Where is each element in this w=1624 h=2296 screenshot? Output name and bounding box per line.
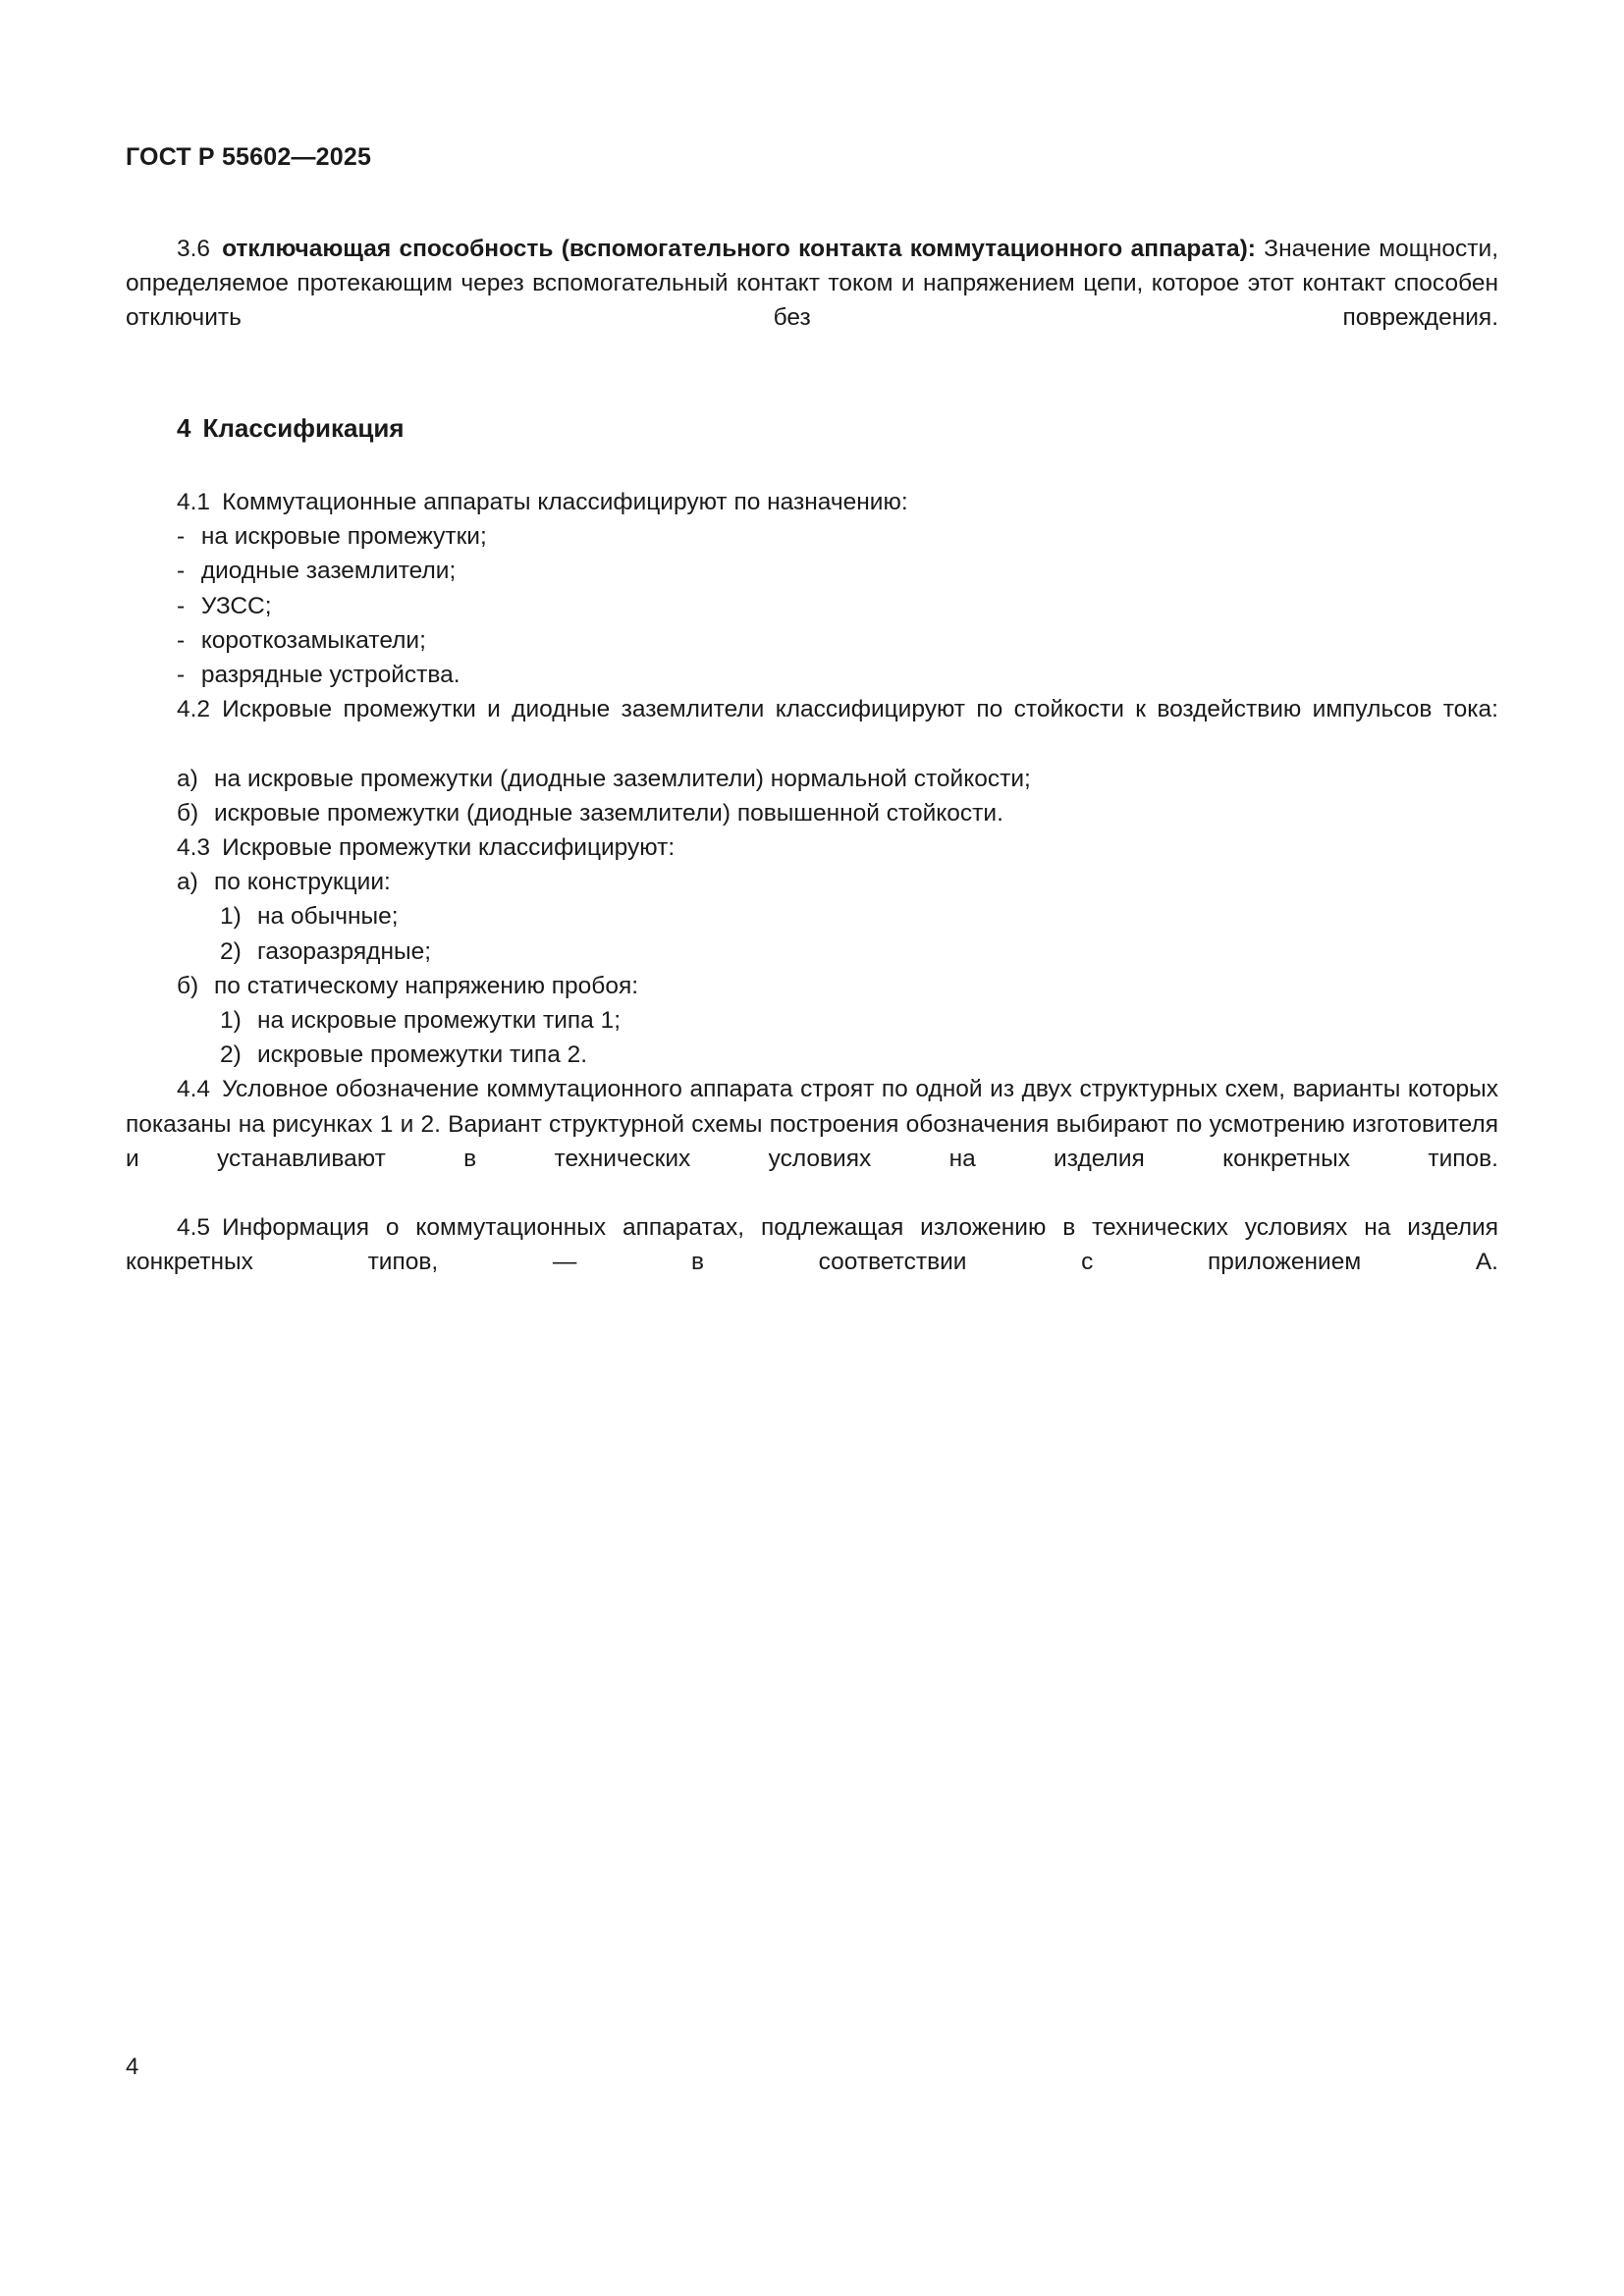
clause-4-4-text: Условное обозначение коммутационного аппарата строят по одной из двух структурных схем, варианты которых показаны на рисунках 1 и 2. Вариант структурной схемы построения обозначения выбирают по усмотрению изготовителя и устанавливают в технических условиях на изделия конкретных типов. <box>126 1076 1498 1172</box>
clause-4-2-number: 4.2 <box>177 696 211 723</box>
list-marker: 2) <box>220 1041 242 1069</box>
clause-4-2 <box>126 692 1498 761</box>
list-subitem <box>126 1038 1498 1072</box>
list-item-text: УЗСС; <box>200 592 272 619</box>
list-item-text: разрядные устройства. <box>200 662 460 689</box>
clause-4-3 <box>126 830 1498 865</box>
list-group-text: по конструкции: <box>214 869 391 896</box>
clause-4-2-text: Искровые промежутки и диодные заземлители классифицируют по стойкости к воздействию импульсов тока: <box>222 696 1498 723</box>
list-group-header <box>126 969 1498 1003</box>
list-item-text: диодные заземлители; <box>200 558 457 585</box>
list-subitem <box>126 934 1498 969</box>
list-marker: б) <box>177 799 199 827</box>
list-subitem-text: искровые промежутки типа 2. <box>257 1041 588 1069</box>
list-item-text: на искровые промежутки (диодные заземлители) нормальной стойкости; <box>214 765 1031 792</box>
clause-4-4 <box>126 1072 1498 1210</box>
clause-4-1-number: 4.1 <box>177 489 211 516</box>
list-item-text: на искровые промежутки; <box>200 523 487 551</box>
section-4-title: Классификация <box>202 412 405 443</box>
list-marker: а) <box>177 765 198 792</box>
list-marker: 1) <box>220 903 242 931</box>
list-subitem <box>126 1003 1498 1038</box>
list-marker: - <box>177 558 186 585</box>
clause-4-3-number: 4.3 <box>177 834 211 862</box>
list-group-header <box>126 865 1498 899</box>
list-item <box>126 589 1498 623</box>
list-item <box>126 796 1498 830</box>
page-content <box>126 232 1498 1314</box>
clause-4-5-text: Информация о коммутационных аппаратах, подлежащая изложению в технических условиях на изделия конкретных типов, — в соответствии с приложением А. <box>126 1214 1498 1276</box>
list-item <box>126 658 1498 692</box>
clause-4-1 <box>126 485 1498 519</box>
spacer <box>126 370 1498 411</box>
clause-4-5-number: 4.5 <box>177 1214 211 1242</box>
clause-4-1-text: Коммутационные аппараты классифицируют по назначению: <box>222 489 908 516</box>
list-item-text: короткозамыкатели; <box>200 626 426 654</box>
clause-3-6 <box>126 232 1498 370</box>
list-item <box>126 554 1498 588</box>
list-item <box>126 519 1498 554</box>
list-marker: - <box>177 662 186 689</box>
list-marker: б) <box>177 972 199 999</box>
clause-4-4-number: 4.4 <box>177 1076 211 1103</box>
running-header: ГОСТ Р 55602—2025 <box>126 143 372 171</box>
clause-3-6-number: 3.6 <box>177 236 211 262</box>
list-item-text: искровые промежутки (диодные заземлители) повышенной стойкости. <box>214 799 1003 827</box>
list-marker: 1) <box>220 1007 242 1035</box>
list-marker: - <box>177 592 186 619</box>
list-marker: - <box>177 626 186 654</box>
list-subitem-text: на искровые промежутки типа 1; <box>257 1007 622 1035</box>
clause-4-5 <box>126 1210 1498 1314</box>
list-subitem-text: газоразрядные; <box>257 937 432 965</box>
list-item <box>126 762 1498 796</box>
list-marker: - <box>177 523 186 551</box>
list-marker: а) <box>177 869 198 896</box>
list-subitem-text: на обычные; <box>257 903 399 931</box>
section-4-heading <box>126 411 1498 446</box>
clause-4-3-text: Искровые промежутки классифицируют: <box>222 834 676 862</box>
list-group-text: по статическому напряжению пробоя: <box>214 972 639 999</box>
spacer <box>126 446 1498 485</box>
list-marker: 2) <box>220 937 242 965</box>
section-4-number: 4 <box>177 412 191 443</box>
list-item <box>126 623 1498 658</box>
clause-3-6-definition: Значение мощности, определяемое протекающим через вспомогательный контакт током и напряжением цепи, которое этот контакт способен отключить без повреждения. <box>126 236 1499 332</box>
list-subitem <box>126 899 1498 934</box>
clause-3-6-term: отключающая способность (вспомогательного контакта коммутационного аппарата): <box>222 236 1256 262</box>
page-number: 4 <box>126 2054 139 2080</box>
